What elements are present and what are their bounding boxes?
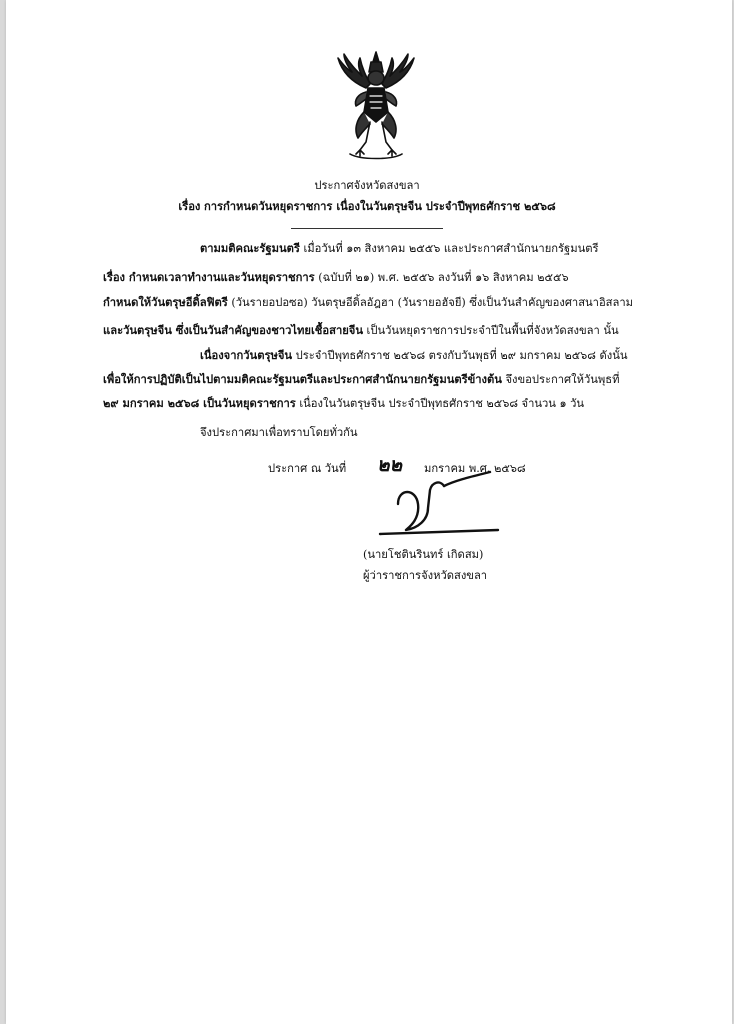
- p1-l4-text: เป็นวันหยุดราชการประจำปีในพื้นที่จังหวัดสงขลา นั้น: [362, 324, 619, 337]
- p1-l3-text: (วันรายอปอซอ) วันตรุษอีดิ้ลอัฎฮา (วันรายอฮัจยี) ซึ่งเป็นวันสำคัญของศาสนาอิสลาม: [227, 296, 634, 309]
- paragraph-2-line-3: [103, 396, 584, 411]
- p1-l2-text: (ฉบับที่ ๒๑) พ.ศ. ๒๕๕๖ ลงวันที่ ๑๖ สิงหาคม ๒๕๕๖: [314, 271, 569, 284]
- paragraph-2-line-2: [103, 372, 620, 387]
- paragraph-1-line-2: [103, 270, 569, 285]
- p2-l2-text: จึงขอประกาศให้วันพุธที่: [501, 373, 620, 386]
- p1-l1-bold: ตามมติคณะรัฐมนตรี: [200, 241, 300, 255]
- p2-l3-text: เนื่องในวันตรุษจีน ประจำปีพุทธศักราช ๒๕๖๘ จำนวน ๑ วัน: [295, 397, 585, 410]
- closing-statement: จึงประกาศมาเพื่อทราบโดยทั่วกัน: [200, 426, 358, 439]
- signer-name: (นายโชตินรินทร์ เกิดสม): [363, 548, 484, 561]
- announcement-title: ประกาศจังหวัดสงขลา: [314, 179, 420, 192]
- p1-l4-bold: และวันตรุษจีน ซึ่งเป็นวันสำคัญของชาวไทยเชื้อสายจีน: [103, 323, 363, 337]
- p2-l1-text: ประจำปีพุทธศักราช ๒๕๖๘ ตรงกับวันพุธที่ ๒๙ มกราคม ๒๕๖๘ ดังนั้น: [292, 349, 628, 362]
- p2-l1-bold: เนื่องจากวันตรุษจีน: [200, 348, 293, 362]
- paragraph-1-line-1: [200, 241, 599, 256]
- paragraph-2-line-1: [200, 348, 628, 363]
- title-divider: [291, 228, 443, 229]
- paragraph-1-line-4: [103, 323, 619, 338]
- paragraph-1-line-3: [103, 295, 633, 310]
- subject-label: เรื่อง: [178, 199, 201, 213]
- garuda-emblem-icon: [330, 50, 422, 162]
- p1-l2-bold: เรื่อง กำหนดเวลาทำงานและวันหยุดราชการ: [103, 270, 315, 284]
- announcement-subject: [0, 197, 734, 215]
- p1-l1-text: เมื่อวันที่ ๑๓ สิงหาคม ๒๕๕๖ และประกาศสำนักนายกรัฐมนตรี: [299, 242, 599, 255]
- date-label: ประกาศ ณ วันที่: [268, 462, 347, 475]
- p2-l2-bold: เพื่อให้การปฏิบัติเป็นไปตามมติคณะรัฐมนตรีและประกาศสำนักนายกรัฐมนตรีข้างต้น: [103, 372, 502, 386]
- p2-l3-bold: ๒๙ มกราคม ๒๕๖๘ เป็นวันหยุดราชการ: [103, 396, 296, 410]
- signature-icon: [370, 470, 510, 542]
- p1-l3-bold: กำหนดให้วันตรุษอีดิ้ลฟิตรี: [103, 295, 228, 309]
- date-day-handwritten: ๒๒: [377, 454, 403, 476]
- date-month-year: มกราคม พ.ศ. ๒๕๖๘: [424, 462, 526, 475]
- signer-position: ผู้ว่าราชการจังหวัดสงขลา: [363, 569, 488, 582]
- subject-text: การกำหนดวันหยุดราชการ เนื่องในวันตรุษจีน ประจำปีพุทธศักราช ๒๕๖๘: [203, 199, 556, 213]
